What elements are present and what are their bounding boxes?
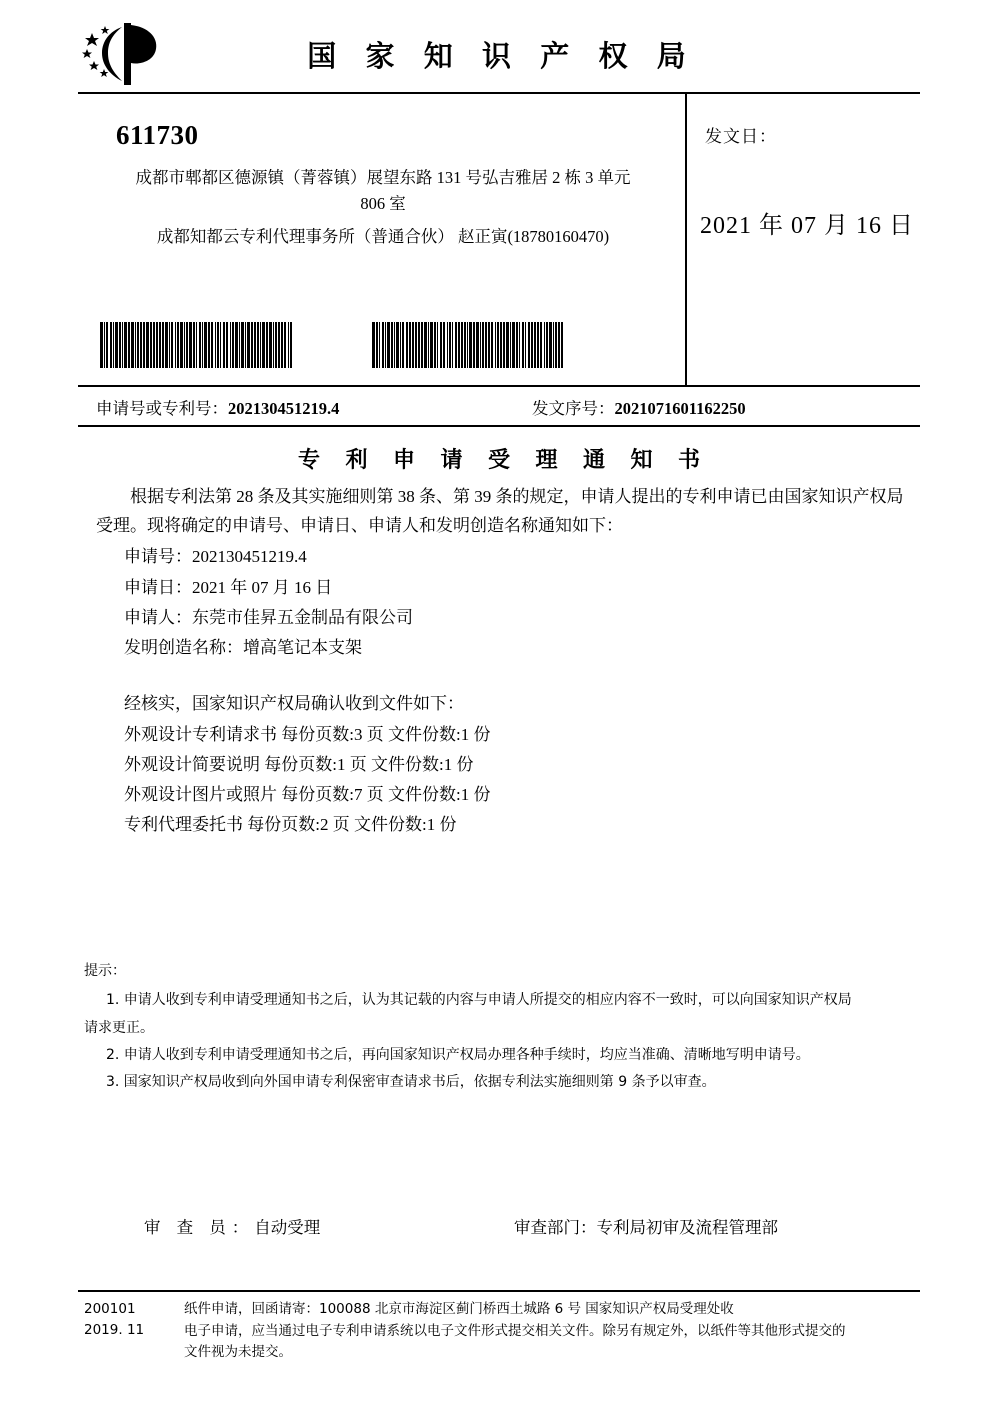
received-document-item: 外观设计图片或照片 每份页数:7 页 文件份数:1 份 [124, 785, 491, 805]
divider-middle [78, 385, 920, 387]
examiner-value: 自动受理 [254, 1218, 321, 1237]
address-line-1: 成都市郫都区德源镇（菁蓉镇）展望东路 131 号弘吉雅居 2 栋 3 单元 [135, 168, 631, 187]
address-line-2: 806 室 [360, 193, 406, 213]
footer-notes [184, 1299, 914, 1364]
document-body [96, 482, 920, 841]
agency-line: 成都知都云专利代理事务所（普通合伙） 赵正寅(18780160470) [156, 227, 610, 247]
received-document-item: 外观设计简要说明 每份页数:1 页 文件份数:1 份 [124, 754, 474, 774]
barcode-serial [372, 322, 564, 368]
application-number [96, 395, 339, 419]
received-documents-block [96, 689, 920, 840]
footer-form-code: 200101 [84, 1301, 136, 1317]
intro-paragraph: 根据专利法第 28 条及其实施细则第 38 条、第 39 条的规定，申请人提出的专利申请已由国家知识产权局受理。现将确定的申请号、申请日、申请人和发明创造名称通知如下： [96, 487, 904, 536]
footer-version: 2019. 11 [84, 1321, 145, 1338]
page-title: 国 家 知 识 产 权 局 [307, 40, 697, 73]
note-item-1: 1. 申请人收到专利申请受理通知书之后，认为其记载的内容与申请人所提交的相应内容不一致时，可以向国家知识产权局 [106, 992, 852, 1009]
received-documents-heading: 经核实，国家知识产权局确认收到文件如下： [124, 694, 464, 714]
examiner-label: 审 查 员： [144, 1218, 255, 1237]
serial-number-label: 发文序号： [532, 399, 615, 418]
postal-code: 611730 [116, 120, 199, 150]
serial-number-value: 2021071601162250 [614, 399, 746, 418]
cnipa-emblem-icon [78, 19, 164, 89]
field-application-date: 申请日：2021 年 07 月 16 日 [124, 577, 333, 597]
note-item-2: 2. 申请人收到专利申请受理通知书之后，再向国家知识产权局办理各种手续时，均应当准确、清晰地写明申请号。 [106, 1046, 810, 1063]
received-document-item: 外观设计专利请求书 每份页数:3 页 文件份数:1 份 [124, 724, 491, 744]
field-list [96, 542, 920, 663]
document-header [78, 18, 920, 90]
field-applicant: 申请人：东莞市佳昇五金制品有限公司 [124, 607, 413, 627]
footer-codes [84, 1299, 176, 1341]
application-number-value: 202130451219.4 [228, 399, 340, 418]
notes-section [84, 958, 920, 1096]
application-number-label: 申请号或专利号： [96, 399, 228, 418]
serial-number [532, 395, 746, 419]
addressee-block [98, 120, 668, 250]
footer-line-2: 电子申请，应当通过电子专利申请系统以电子文件形式提交相关文件。除另有规定外，以纸件等其他形式提交的 [184, 1322, 846, 1339]
divider-bottom [78, 1290, 920, 1292]
field-application-number: 申请号：202130451219.4 [124, 547, 307, 567]
document-title: 专 利 申 请 受 理 通 知 书 [297, 447, 710, 472]
issue-date-value: 2021 年 07 月 16 日 [700, 213, 914, 239]
barcode-application [100, 322, 292, 368]
department-label: 审查部门： [514, 1218, 597, 1237]
footer-line-3: 文件视为未提交。 [184, 1344, 292, 1361]
divider-vertical [685, 92, 687, 385]
footer-line-1: 纸件申请，回函请寄：100088 北京市海淀区蓟门桥西土城路 6 号 国家知识产权局受理处收 [184, 1301, 734, 1317]
note-item-1-continued: 请求更正。 [84, 1019, 154, 1036]
field-invention-title: 发明创造名称：增高笔记本支架 [124, 638, 362, 658]
divider-below-numbers [78, 425, 920, 427]
department-value: 专利局初审及流程管理部 [596, 1218, 778, 1237]
examiner-field [144, 1214, 320, 1238]
divider-top [78, 92, 920, 94]
department-field [514, 1214, 778, 1238]
notes-heading: 提示： [84, 963, 126, 979]
received-document-item: 专利代理委托书 每份页数:2 页 文件份数:1 份 [124, 815, 457, 835]
issue-date-label: 发文日： [705, 127, 777, 146]
note-item-3: 3. 国家知识产权局收到向外国申请专利保密审查请求书后，依据专利法实施细则第 9 条予以审查。 [106, 1074, 716, 1091]
